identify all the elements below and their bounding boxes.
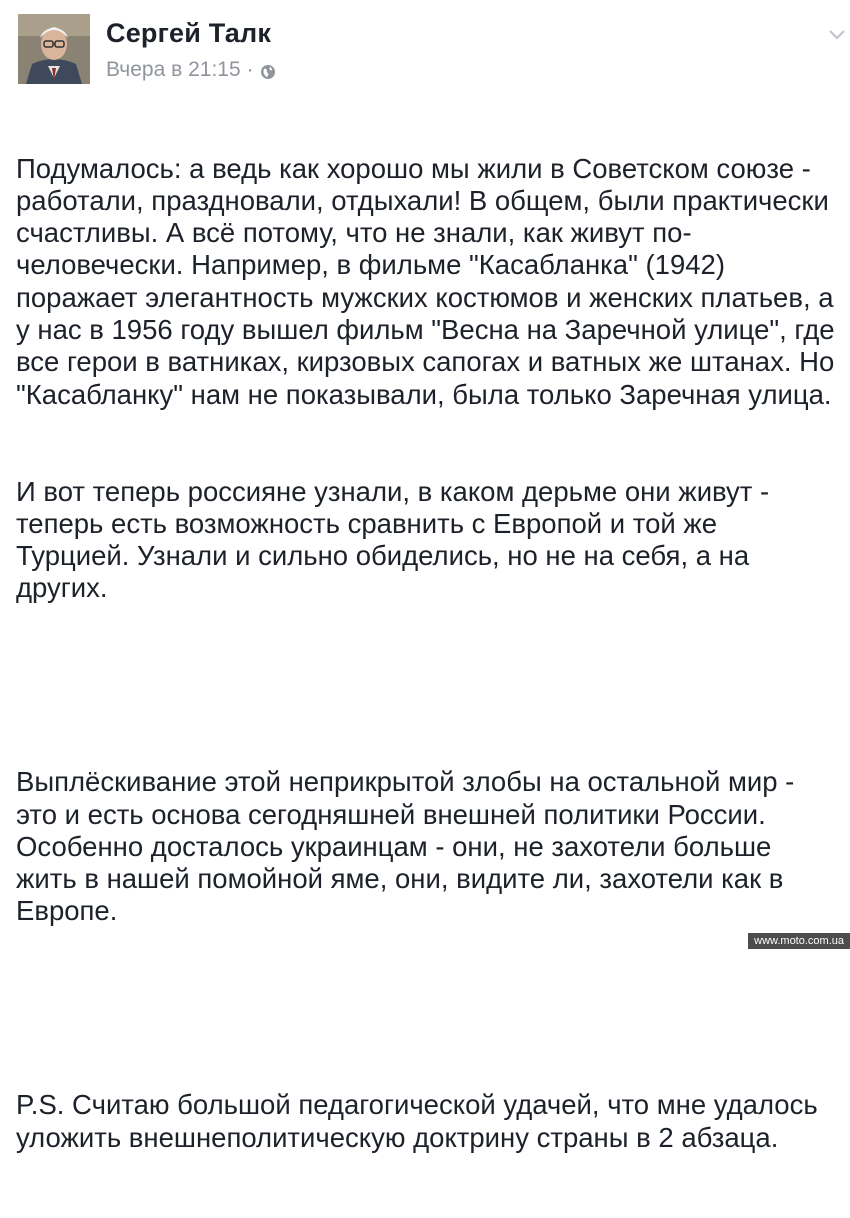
- watermark: www.moto.com.ua: [748, 933, 850, 949]
- chevron-down-icon[interactable]: [824, 22, 850, 48]
- paragraph-gap: [16, 992, 836, 1024]
- meta-separator: ·: [246, 58, 254, 81]
- post-paragraph: Подумалось: а ведь как хорошо мы жили в Советском союзе - работали, праздновали, отдыхали! В общем, были практически счастливы. А всё потому, что не знали, как живут по-человечески. Например, в фильме "Касабланка" (1942) поражает элегантность мужских костюмов и женских платьев, а у нас в 1956 году вышел фильм "Весна на Заречной улице", где все герои в ватниках, кирзовых сапогах и ватных же штанах. Но "Касабланку" нам не показывали, была только Заречная улица.: [16, 152, 843, 410]
- post-paragraph: И вот теперь россияне узнали, в каком дерьме они живут - теперь есть возможность сравнить с Европой и той же Турцией. Узнали и сильно обиделись, но не на себя, а на других.: [16, 475, 777, 604]
- post-paragraph: Выплёскивание этой неприкрытой злобы на остальной мир - это и есть основа сегодняшней внешней политики России. Особенно досталось украинцам - они, не захотели больше жить в нашей помойной яме, они, видите ли, захотели как в Европе.: [16, 766, 802, 927]
- post-timestamp[interactable]: Вчера в 21:15: [106, 58, 241, 81]
- post-header: [18, 14, 818, 80]
- post-body: [16, 88, 843, 1218]
- post-meta: [106, 58, 276, 82]
- globe-icon[interactable]: [260, 62, 276, 78]
- paragraph-gap: [16, 669, 836, 701]
- avatar[interactable]: [18, 14, 90, 84]
- post-paragraph: P.S. Считаю большой педагогической удачей, что мне удалось уложить внешнеполитическую доктрину страны в 2 абзаца.: [16, 1089, 826, 1153]
- author-name[interactable]: Сергей Талк: [106, 18, 272, 48]
